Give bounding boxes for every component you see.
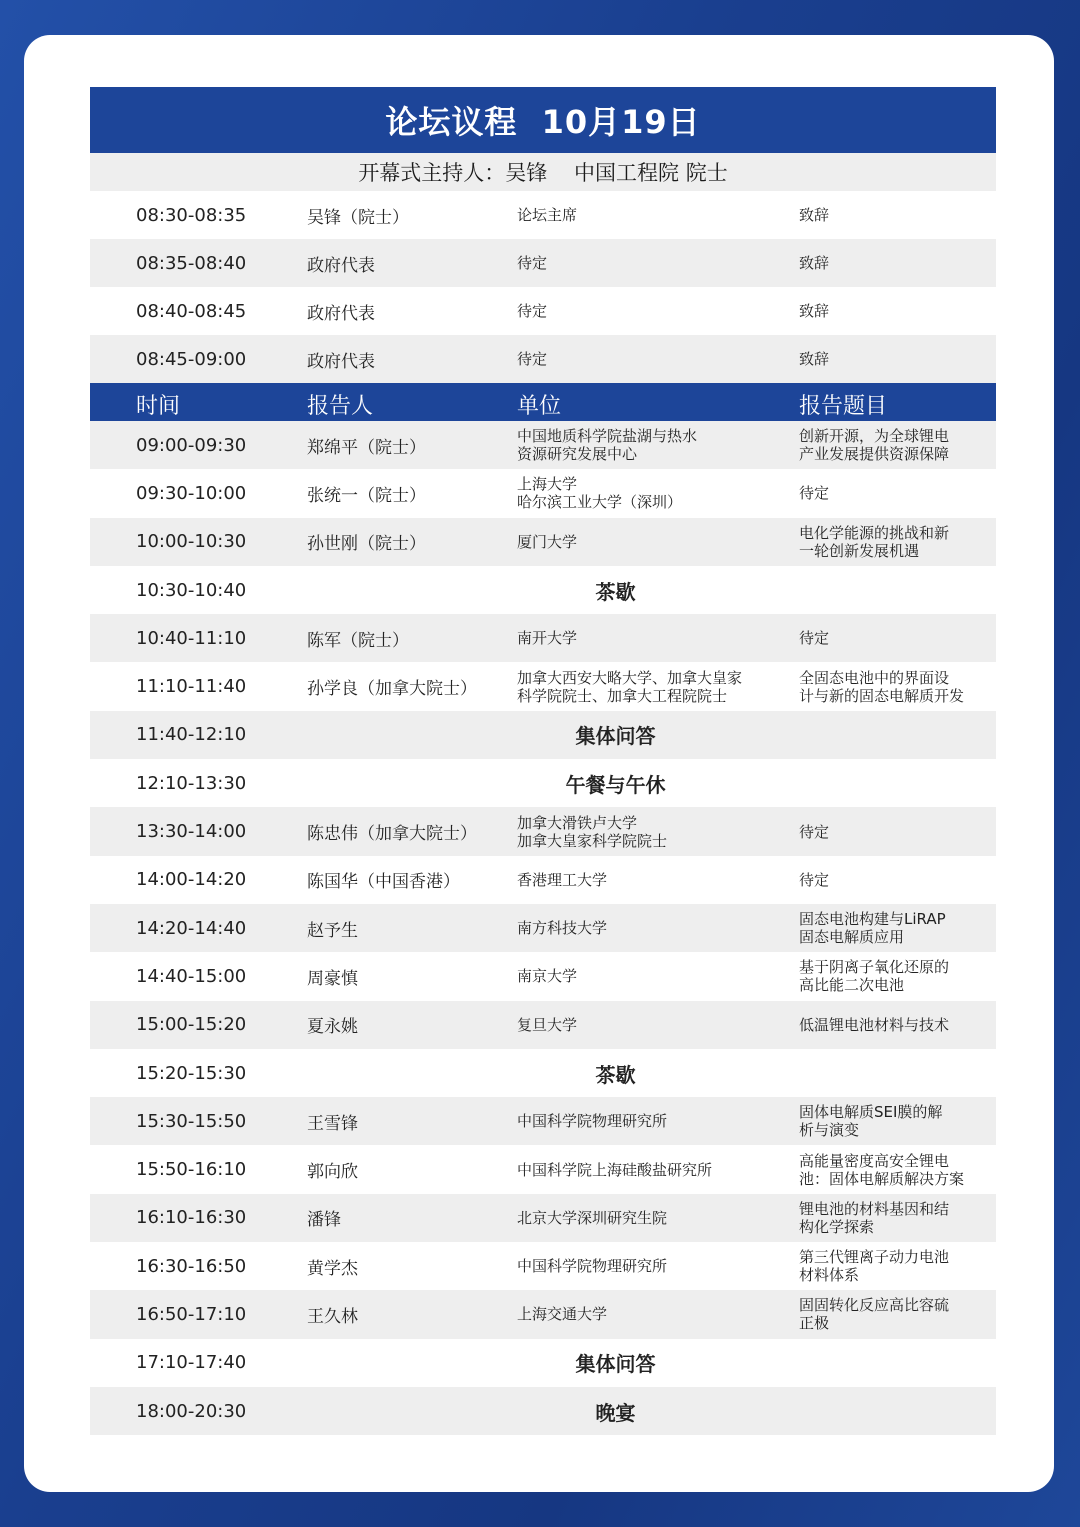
text-line: 构化学探索 [799, 1217, 875, 1236]
text-line: 固固转化反应高比容硫 [799, 1296, 950, 1315]
speaker-cell: 王雪锋 [307, 1113, 358, 1134]
time-cell: 15:20-15:30 [136, 1062, 247, 1084]
topic-cell [799, 254, 989, 272]
text-line: 全固态电池中的界面设 [799, 668, 950, 687]
table-row [90, 469, 996, 517]
org-cell [517, 206, 787, 224]
topic-cell [799, 206, 989, 224]
org-cell [517, 1257, 787, 1275]
text-line: 第三代锂离子动力电池 [799, 1248, 950, 1267]
org-cell [517, 1016, 787, 1034]
speaker-cell: 郭向欣 [307, 1162, 358, 1183]
break-label: 集体问答 [575, 1352, 656, 1377]
table-row [90, 952, 996, 1000]
table-row [90, 1194, 996, 1242]
time-cell: 13:30-14:00 [136, 821, 247, 843]
header-org: 单位 [517, 394, 562, 419]
time-cell: 14:40-15:00 [136, 965, 247, 987]
table-row [90, 1242, 996, 1290]
speaker-cell: 孙学良（加拿大院士） [307, 679, 477, 700]
time-cell: 16:10-16:30 [136, 1207, 247, 1229]
table-row [90, 191, 996, 239]
text-line: 科学院院士、加拿大工程院院士 [517, 686, 728, 705]
time-cell: 09:30-10:00 [136, 482, 247, 504]
topic-cell [799, 350, 989, 368]
session-rows [90, 421, 996, 1435]
time-cell: 15:50-16:10 [136, 1159, 247, 1181]
break-row [90, 1339, 996, 1387]
topic-cell [799, 1016, 989, 1034]
speaker-cell: 政府代表 [307, 255, 375, 276]
text-line: 南方科技大学 [517, 919, 608, 938]
text-line: 待定 [799, 870, 830, 889]
table-row [90, 1145, 996, 1193]
topic-cell [799, 484, 989, 502]
topic-cell [799, 823, 989, 841]
speaker-cell: 陈国华（中国香港） [307, 872, 460, 893]
text-line: 哈尔滨工业大学（深圳） [517, 493, 683, 512]
text-line: 厦门大学 [517, 532, 578, 551]
table-row [90, 335, 996, 383]
table-row [90, 287, 996, 335]
topic-cell [799, 958, 989, 994]
org-cell [517, 919, 787, 937]
text-line: 致辞 [799, 206, 830, 224]
time-cell: 15:30-15:50 [136, 1110, 247, 1132]
text-line: 南京大学 [517, 967, 578, 986]
org-cell [517, 1305, 787, 1323]
time-cell: 11:10-11:40 [136, 676, 247, 698]
org-cell [517, 871, 787, 889]
speaker-cell: 孙世刚（院士） [307, 534, 426, 555]
time-cell: 10:30-10:40 [136, 579, 247, 601]
speaker-cell: 夏永姚 [307, 1017, 358, 1038]
table-row [90, 1290, 996, 1338]
break-label: 集体问答 [575, 724, 656, 749]
text-line: 固态电解质应用 [799, 928, 905, 947]
topic-cell [799, 1152, 989, 1188]
time-cell: 17:10-17:40 [136, 1352, 247, 1374]
text-line: 中国地质科学院盐湖与热水 [517, 427, 698, 446]
time-cell: 09:00-09:30 [136, 434, 247, 456]
topic-cell [799, 669, 989, 705]
text-line: 致辞 [799, 350, 830, 368]
text-line: 固态电池构建与LiRAP [799, 910, 946, 929]
text-line: 加拿大皇家科学院院士 [517, 831, 668, 850]
speaker-cell: 郑绵平（院士） [307, 437, 426, 458]
table-row [90, 614, 996, 662]
topic-cell [799, 1248, 989, 1284]
text-line: 北京大学深圳研究生院 [517, 1208, 668, 1227]
speaker-cell: 赵予生 [307, 920, 358, 941]
org-cell [517, 814, 787, 850]
break-row [90, 711, 996, 759]
agenda-title-bar [90, 87, 996, 153]
topic-cell [799, 1200, 989, 1236]
time-cell: 08:35-08:40 [136, 252, 247, 274]
header-speaker: 报告人 [307, 394, 374, 419]
org-cell [517, 533, 787, 551]
topic-cell [799, 524, 989, 560]
text-line: 待定 [799, 822, 830, 841]
org-cell [517, 669, 787, 705]
text-line: 池：固体电解质解决方案 [799, 1169, 965, 1188]
time-cell: 16:50-17:10 [136, 1303, 247, 1325]
topic-cell [799, 302, 989, 320]
text-line: 加拿大滑铁卢大学 [517, 813, 638, 832]
opening-host-row [90, 153, 996, 191]
org-cell [517, 302, 787, 320]
text-line: 一轮创新发展机遇 [799, 541, 920, 560]
topic-cell [799, 871, 989, 889]
text-line: 正极 [799, 1314, 830, 1333]
org-cell [517, 629, 787, 647]
text-line: 复旦大学 [517, 1015, 578, 1034]
time-cell: 14:00-14:20 [136, 869, 247, 891]
text-line: 材料体系 [799, 1266, 860, 1285]
table-row [90, 1097, 996, 1145]
topic-cell [799, 910, 989, 946]
text-line: 中国科学院物理研究所 [517, 1112, 668, 1131]
text-line: 南开大学 [517, 629, 578, 648]
text-line: 致辞 [799, 302, 830, 320]
text-line: 论坛主席 [517, 206, 578, 224]
break-row [90, 759, 996, 807]
org-cell [517, 475, 787, 511]
org-cell [517, 254, 787, 272]
topic-cell [799, 1296, 989, 1332]
opening-host: 开幕式主持人：吴锋 中国工程院 院士 [358, 161, 728, 185]
break-label: 茶歇 [595, 579, 636, 604]
time-cell: 11:40-12:10 [136, 724, 247, 746]
opening-rows [90, 191, 996, 383]
speaker-cell: 政府代表 [307, 303, 375, 324]
break-row [90, 1049, 996, 1097]
topic-cell [799, 427, 989, 463]
time-cell: 14:20-14:40 [136, 917, 247, 939]
org-cell [517, 350, 787, 368]
org-cell [517, 1209, 787, 1227]
time-cell: 08:45-09:00 [136, 348, 247, 370]
org-cell [517, 427, 787, 463]
text-line: 高能量密度高安全锂电 [799, 1151, 950, 1170]
table-row [90, 239, 996, 287]
text-line: 待定 [517, 254, 548, 272]
break-label: 茶歇 [595, 1062, 636, 1087]
org-cell [517, 1112, 787, 1130]
text-line: 上海交通大学 [517, 1305, 608, 1324]
text-line: 基于阴离子氧化还原的 [799, 958, 950, 977]
header-topic: 报告题目 [799, 394, 888, 419]
column-header-row [90, 383, 996, 421]
time-cell: 12:10-13:30 [136, 772, 247, 794]
speaker-cell: 周豪慎 [307, 968, 358, 989]
table-row [90, 1001, 996, 1049]
text-line: 计与新的固态电解质开发 [799, 686, 965, 705]
text-line: 析与演变 [799, 1121, 860, 1140]
text-line: 香港理工大学 [517, 870, 608, 889]
time-cell: 16:30-16:50 [136, 1255, 247, 1277]
text-line: 致辞 [799, 254, 830, 272]
speaker-cell: 陈军（院士） [307, 630, 409, 651]
time-cell: 08:40-08:45 [136, 300, 247, 322]
speaker-cell: 政府代表 [307, 351, 375, 372]
text-line: 待定 [799, 629, 830, 648]
speaker-cell: 潘锋 [307, 1210, 341, 1231]
break-label: 午餐与午休 [565, 772, 666, 797]
table-row [90, 904, 996, 952]
text-line: 待定 [799, 484, 830, 503]
time-cell: 15:00-15:20 [136, 1014, 247, 1036]
time-cell: 10:00-10:30 [136, 531, 247, 553]
header-time: 时间 [136, 394, 181, 419]
speaker-cell: 陈忠伟（加拿大院士） [307, 824, 477, 845]
text-line: 中国科学院上海硅酸盐研究所 [517, 1160, 713, 1179]
time-cell: 10:40-11:10 [136, 627, 247, 649]
topic-cell [799, 629, 989, 647]
text-line: 产业发展提供资源保障 [799, 445, 950, 464]
topic-cell [799, 1103, 989, 1139]
text-line: 固体电解质SEI膜的解 [799, 1103, 943, 1122]
text-line: 资源研究发展中心 [517, 445, 638, 464]
time-cell: 08:30-08:35 [136, 204, 247, 226]
text-line: 待定 [517, 302, 548, 320]
text-line: 上海大学 [517, 475, 578, 494]
org-cell [517, 967, 787, 985]
break-label: 晚宴 [595, 1400, 636, 1425]
speaker-cell: 王久林 [307, 1306, 358, 1327]
break-row [90, 566, 996, 614]
table-row [90, 856, 996, 904]
speaker-cell: 黄学杰 [307, 1258, 358, 1279]
text-line: 电化学能源的挑战和新 [799, 523, 950, 542]
text-line: 锂电池的材料基因和结 [799, 1199, 950, 1218]
text-line: 低温锂电池材料与技术 [799, 1015, 950, 1034]
speaker-cell: 吴锋（院士） [307, 207, 409, 228]
table-row [90, 662, 996, 710]
table-row [90, 421, 996, 469]
org-cell [517, 1161, 787, 1179]
break-row [90, 1387, 996, 1435]
speaker-cell: 张统一（院士） [307, 485, 426, 506]
agenda-table [90, 87, 996, 1435]
text-line: 中国科学院物理研究所 [517, 1257, 668, 1276]
table-row [90, 518, 996, 566]
text-line: 待定 [517, 350, 548, 368]
table-row [90, 807, 996, 855]
agenda-title: 论坛议程 10月19日 [385, 103, 701, 141]
text-line: 创新开源，为全球锂电 [799, 427, 950, 446]
time-cell: 18:00-20:30 [136, 1400, 247, 1422]
text-line: 高比能二次电池 [799, 976, 905, 995]
text-line: 加拿大西安大略大学、加拿大皇家 [517, 668, 743, 687]
